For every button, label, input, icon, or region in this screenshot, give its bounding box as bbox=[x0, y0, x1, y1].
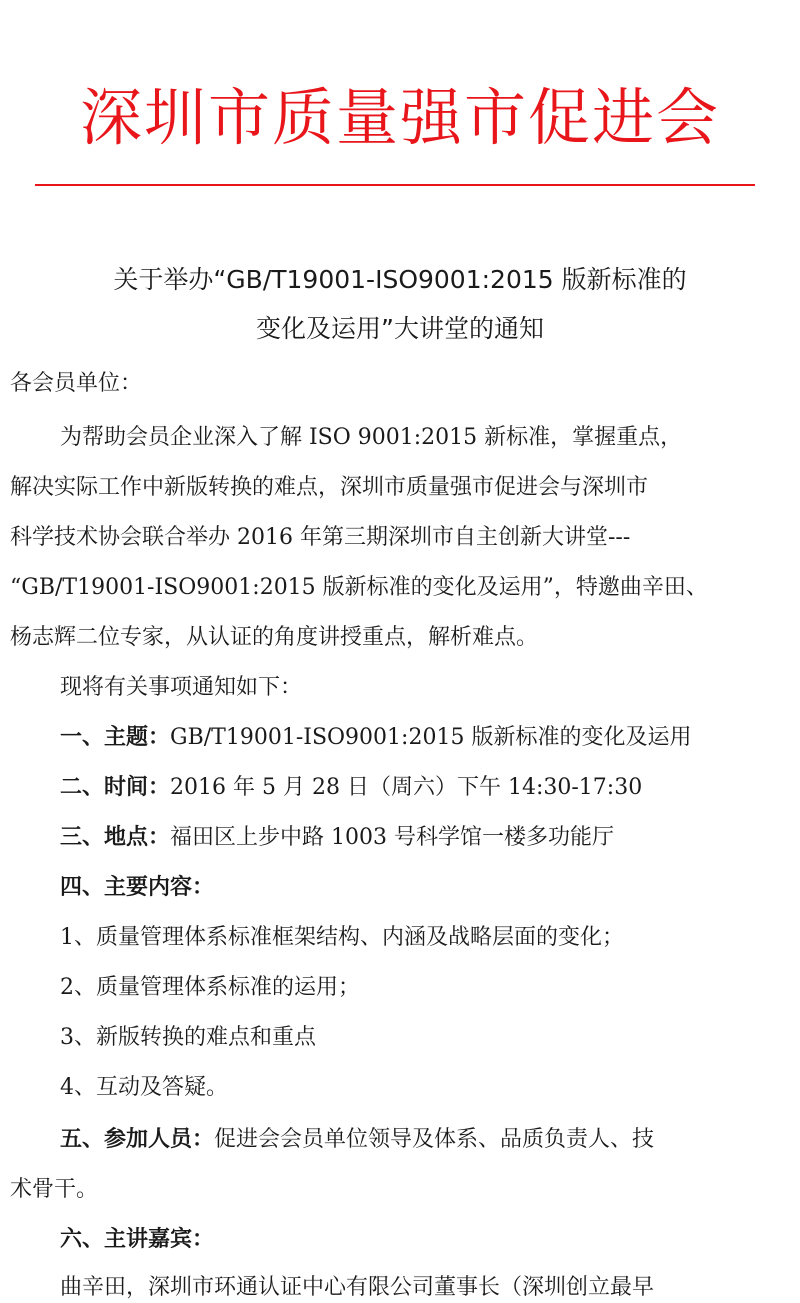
intro-line-5: 杨志辉二位专家，从认证的角度讲授重点，解析难点。 bbox=[10, 625, 539, 650]
intro-line-1: 为帮助会员企业深入了解 ISO 9001:2015 新标准，掌握重点， bbox=[60, 425, 683, 450]
intro-line-4: “GB/T19001-ISO9001:2015 版新标准的变化及运用”，特邀曲辛田、 bbox=[10, 575, 708, 600]
place-value: 福田区上步中路 1003 号科学馆一楼多功能厅 bbox=[170, 825, 614, 850]
header-divider bbox=[35, 184, 755, 186]
time-value: 2016 年 5 月 28 日（周六）下午 14:30-17:30 bbox=[170, 775, 643, 800]
content-item-1: 1、质量管理体系标准框架结构、内涵及战略层面的变化； bbox=[60, 925, 624, 950]
item-place bbox=[60, 823, 800, 853]
topic-value: GB/T19001-ISO9001:2015 版新标准的变化及运用 bbox=[170, 725, 692, 750]
attendees-label: 五、参加人员： bbox=[60, 1127, 215, 1152]
speakers-heading: 六、主讲嘉宾： bbox=[60, 1227, 215, 1252]
place-label: 三、地点： bbox=[60, 825, 171, 850]
content-item-3: 3、新版转换的难点和重点 bbox=[60, 1025, 316, 1050]
item-time bbox=[60, 773, 800, 803]
attendees-value: 促进会会员单位领导及体系、品质负责人、技 bbox=[214, 1127, 655, 1152]
content-item-4: 4、互动及答疑。 bbox=[60, 1075, 228, 1100]
item-attendees bbox=[60, 1125, 800, 1155]
intro-line-2: 解决实际工作中新版转换的难点，深圳市质量强市促进会与深圳市 bbox=[10, 475, 649, 500]
notice-intro: 现将有关事项通知如下： bbox=[60, 675, 303, 700]
content-item-2: 2、质量管理体系标准的运用； bbox=[60, 975, 360, 1000]
salutation: 各会员单位： bbox=[10, 371, 143, 396]
content-heading: 四、主要内容： bbox=[60, 875, 215, 900]
item-topic bbox=[60, 723, 800, 753]
organization-name: 深圳市质量强市促进会 bbox=[79, 81, 720, 154]
speaker-1-line: 曲辛田，深圳市环通认证中心有限公司董事长（深圳创立最早 bbox=[60, 1275, 655, 1300]
attendees-value-cont: 术骨干。 bbox=[10, 1177, 99, 1202]
intro-line-3: 科学技术协会联合举办 2016 年第三期深圳市自主创新大讲堂--- bbox=[10, 525, 631, 550]
topic-label: 一、主题： bbox=[60, 725, 171, 750]
time-label: 二、时间： bbox=[60, 775, 171, 800]
notice-title-line-1: 关于举办“GB/T19001-ISO9001:2015 版新标准的 bbox=[113, 265, 687, 294]
notice-title-line-2: 变化及运用”大讲堂的通知 bbox=[256, 314, 544, 343]
